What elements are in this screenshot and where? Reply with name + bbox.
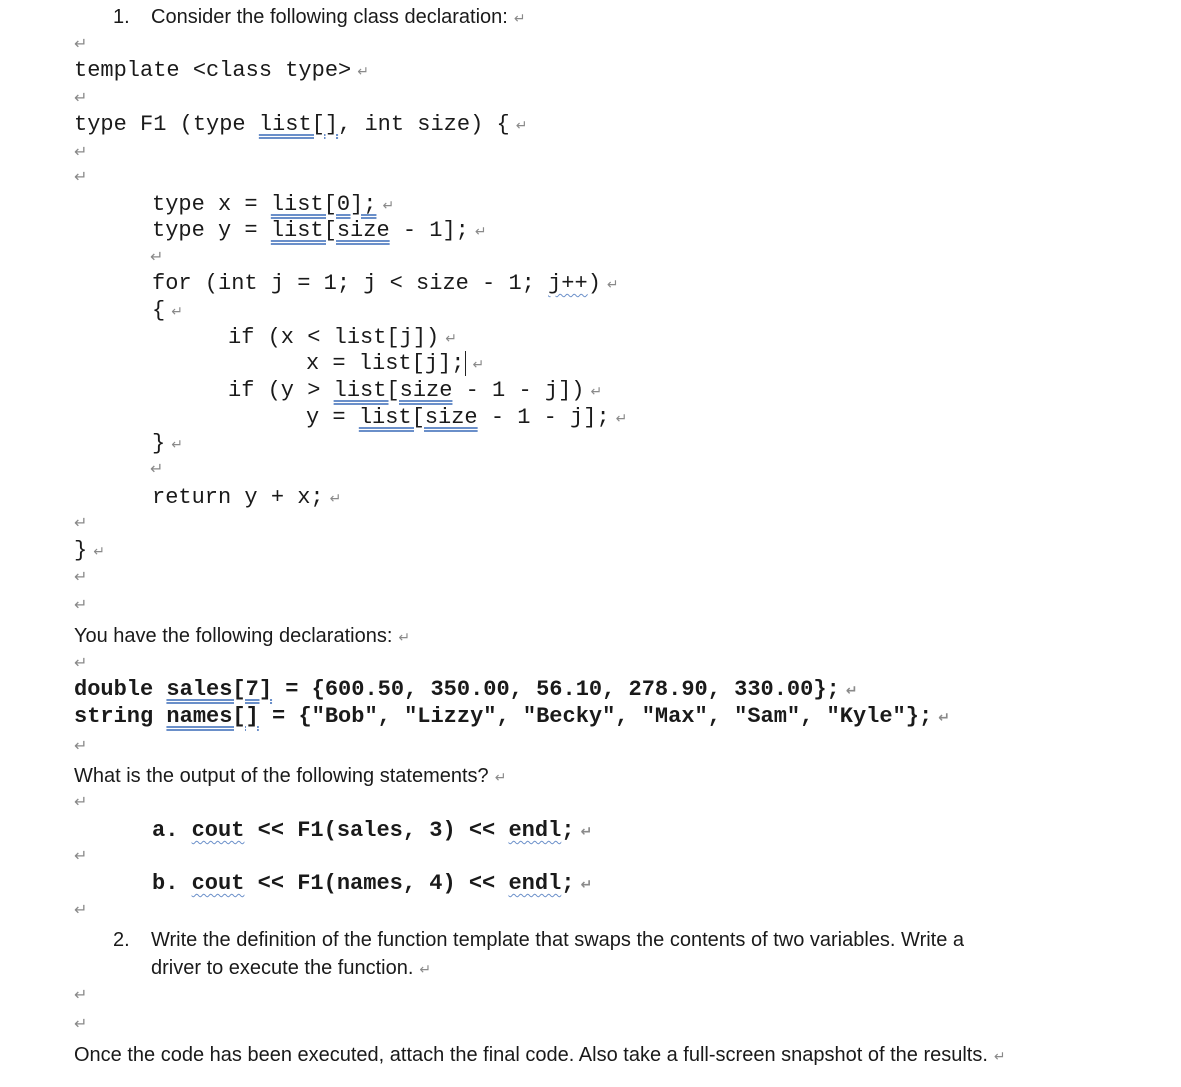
paragraph-mark-icon: ↵	[615, 411, 628, 427]
paragraph-mark-icon: ↵	[74, 34, 88, 53]
paragraph-mark-icon: ↵	[74, 846, 88, 865]
code-if-x: if (x < list[j]) ↵	[228, 325, 457, 350]
decl-sales: double sales[7] = {600.50, 350.00, 56.10, 278.90, 330.00}; ↵	[74, 677, 858, 702]
paragraph-mark-icon: ↵	[419, 962, 432, 978]
code-template-line: template <class type> ↵	[74, 58, 369, 83]
statement-a: a. cout << F1(sales, 3) << endl; ↵	[152, 818, 593, 843]
paragraph-mark-icon: ↵	[993, 1049, 1006, 1065]
paragraph-mark-icon: ↵	[74, 142, 88, 161]
paragraph-mark-icon: ↵	[74, 167, 88, 186]
paragraph-mark-icon: ↵	[74, 1014, 88, 1033]
paragraph-mark-icon: ↵	[74, 985, 88, 1004]
paragraph-mark-icon: ↵	[513, 11, 526, 27]
q1-number: 1.	[113, 6, 130, 28]
paragraph-mark-icon: ↵	[580, 877, 593, 893]
paragraph-mark-icon: ↵	[357, 64, 369, 80]
paragraph-mark-icon: ↵	[171, 437, 183, 453]
paragraph-mark-icon: ↵	[74, 653, 88, 672]
paragraph-mark-icon: ↵	[329, 491, 342, 507]
paragraph-mark-icon: ↵	[150, 247, 164, 266]
paragraph-mark-icon: ↵	[938, 710, 950, 726]
paragraph-mark-icon: ↵	[474, 224, 487, 240]
paragraph-mark-icon: ↵	[74, 736, 88, 755]
q1-prompt: Consider the following class declaration: ↵	[151, 6, 526, 28]
code-close-loop: } ↵	[152, 431, 183, 456]
q2-number: 2.	[113, 929, 130, 951]
paragraph-mark-icon: ↵	[590, 384, 603, 400]
paragraph-mark-icon: ↵	[606, 277, 619, 293]
paragraph-mark-icon: ↵	[398, 630, 411, 646]
paragraph-mark-icon: ↵	[74, 900, 88, 919]
paragraph-mark-icon: ↵	[150, 459, 164, 478]
code-y-decl: type y = list[size - 1]; ↵	[152, 218, 487, 243]
paragraph-mark-icon: ↵	[74, 792, 88, 811]
decl-names: string names[] = {"Bob", "Lizzy", "Becky", "Max", "Sam", "Kyle"}; ↵	[74, 704, 950, 729]
paragraph-mark-icon: ↵	[93, 544, 105, 560]
paragraph-mark-icon: ↵	[494, 770, 507, 786]
paragraph-mark-icon: ↵	[472, 357, 485, 373]
closing-instruction: Once the code has been executed, attach the final code. Also take a full-screen snapshot of the results. ↵	[74, 1044, 1006, 1066]
declarations-intro: You have the following declarations: ↵	[74, 625, 411, 647]
paragraph-mark-icon: ↵	[845, 683, 858, 699]
paragraph-mark-icon: ↵	[580, 824, 593, 840]
code-for-line: for (int j = 1; j < size - 1; j++) ↵	[152, 271, 619, 296]
paragraph-mark-icon: ↵	[74, 567, 88, 586]
paragraph-mark-icon: ↵	[74, 88, 88, 107]
code-signature-line: type F1 (type list[], int size) { ↵	[74, 112, 528, 137]
output-question: What is the output of the following statements? ↵	[74, 765, 507, 787]
code-return: return y + x; ↵	[152, 485, 342, 510]
code-assign-x: x = list[j]; ↵	[306, 351, 485, 376]
code-x-decl: type x = list[0]; ↵	[152, 192, 395, 217]
statement-b: b. cout << F1(names, 4) << endl; ↵	[152, 871, 593, 896]
q2-line1: Write the definition of the function template that swaps the contents of two variables. Write a	[151, 929, 965, 951]
paragraph-mark-icon: ↵	[74, 595, 88, 614]
paragraph-mark-icon: ↵	[445, 331, 457, 347]
code-if-y: if (y > list[size - 1 - j]) ↵	[228, 378, 603, 403]
paragraph-mark-icon: ↵	[515, 118, 528, 134]
text-cursor	[465, 351, 466, 376]
code-assign-y: y = list[size - 1 - j]; ↵	[306, 405, 628, 430]
paragraph-mark-icon: ↵	[382, 198, 395, 214]
code-close-func: } ↵	[74, 538, 105, 563]
q2-line2: driver to execute the function. ↵	[151, 957, 432, 979]
paragraph-mark-icon: ↵	[74, 513, 88, 532]
paragraph-mark-icon: ↵	[171, 304, 183, 320]
code-open-brace: { ↵	[152, 298, 183, 323]
